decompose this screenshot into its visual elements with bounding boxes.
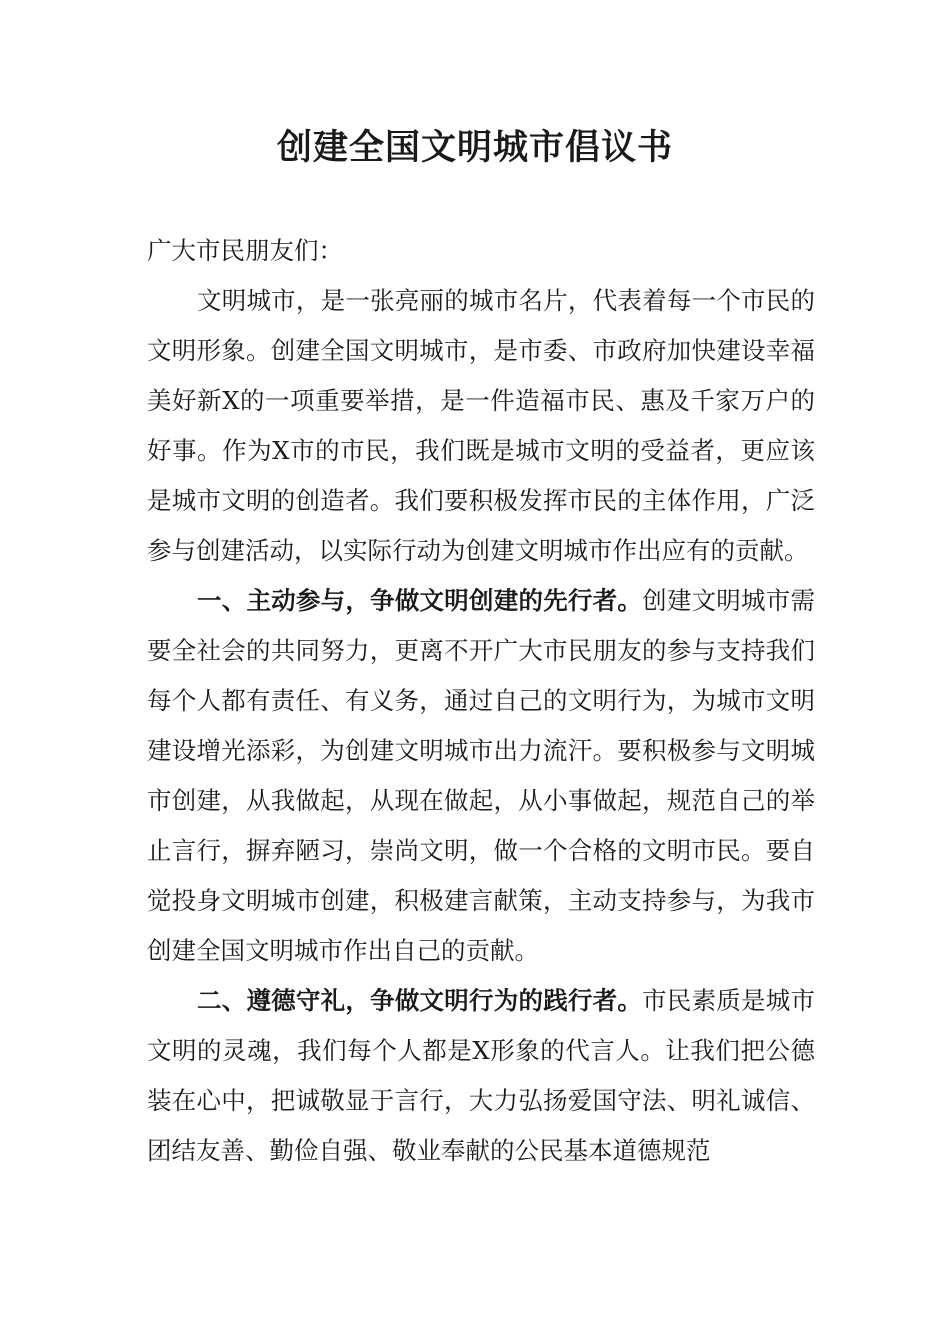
- section-heading: 二、遵德守礼，争做文明行为的践行者。: [197, 986, 643, 1015]
- paragraph-section-2: [147, 976, 815, 1176]
- paragraph-section-1: [147, 576, 815, 976]
- section-heading: 一、主动参与，争做文明创建的先行者。: [197, 586, 643, 615]
- salutation: 广大市民朋友们：: [147, 236, 343, 265]
- paragraph-text: 创建文明城市需要全社会的共同努力，更离不开广大市民朋友的参与支持我们每个人都有责任、有义务，通过自己的文明行为，为城市文明建设增光添彩，为创建文明城市出力流汗。要积极参与文明城市创建，从我做起，从现在做起，从小事做起，规范自己的举止言行，摒弃陋习，崇尚文明，做一个合格的文明市民。要自觉投身文明城市创建，积极建言献策，主动支持参与，为我市创建全国文明城市作出自己的贡献。: [147, 586, 815, 965]
- paragraph-text: 文明城市，是一张亮丽的城市名片，代表着每一个市民的文明形象。创建全国文明城市，是市委、市政府加快建设幸福美好新X的一项重要举措，是一件造福市民、惠及千家万户的好事。作为X市的市民，我们既是城市文明的受益者，更应该是城市文明的创造者。我们要积极发挥市民的主体作用，广泛参与创建活动，以实际行动为创建文明城市作出应有的贡献。: [147, 286, 815, 565]
- paragraph-intro: [147, 276, 815, 576]
- document-title: 创建全国文明城市倡议书: [276, 127, 673, 168]
- document-body: [147, 226, 815, 1176]
- paragraph-text: 市民素质是城市文明的灵魂，我们每个人都是X形象的代言人。让我们把公德装在心中，把诚敬显于言行，大力弘扬爱国守法、明礼诚信、团结友善、勤俭自强、敬业奉献的公民基本道德规范: [147, 986, 815, 1165]
